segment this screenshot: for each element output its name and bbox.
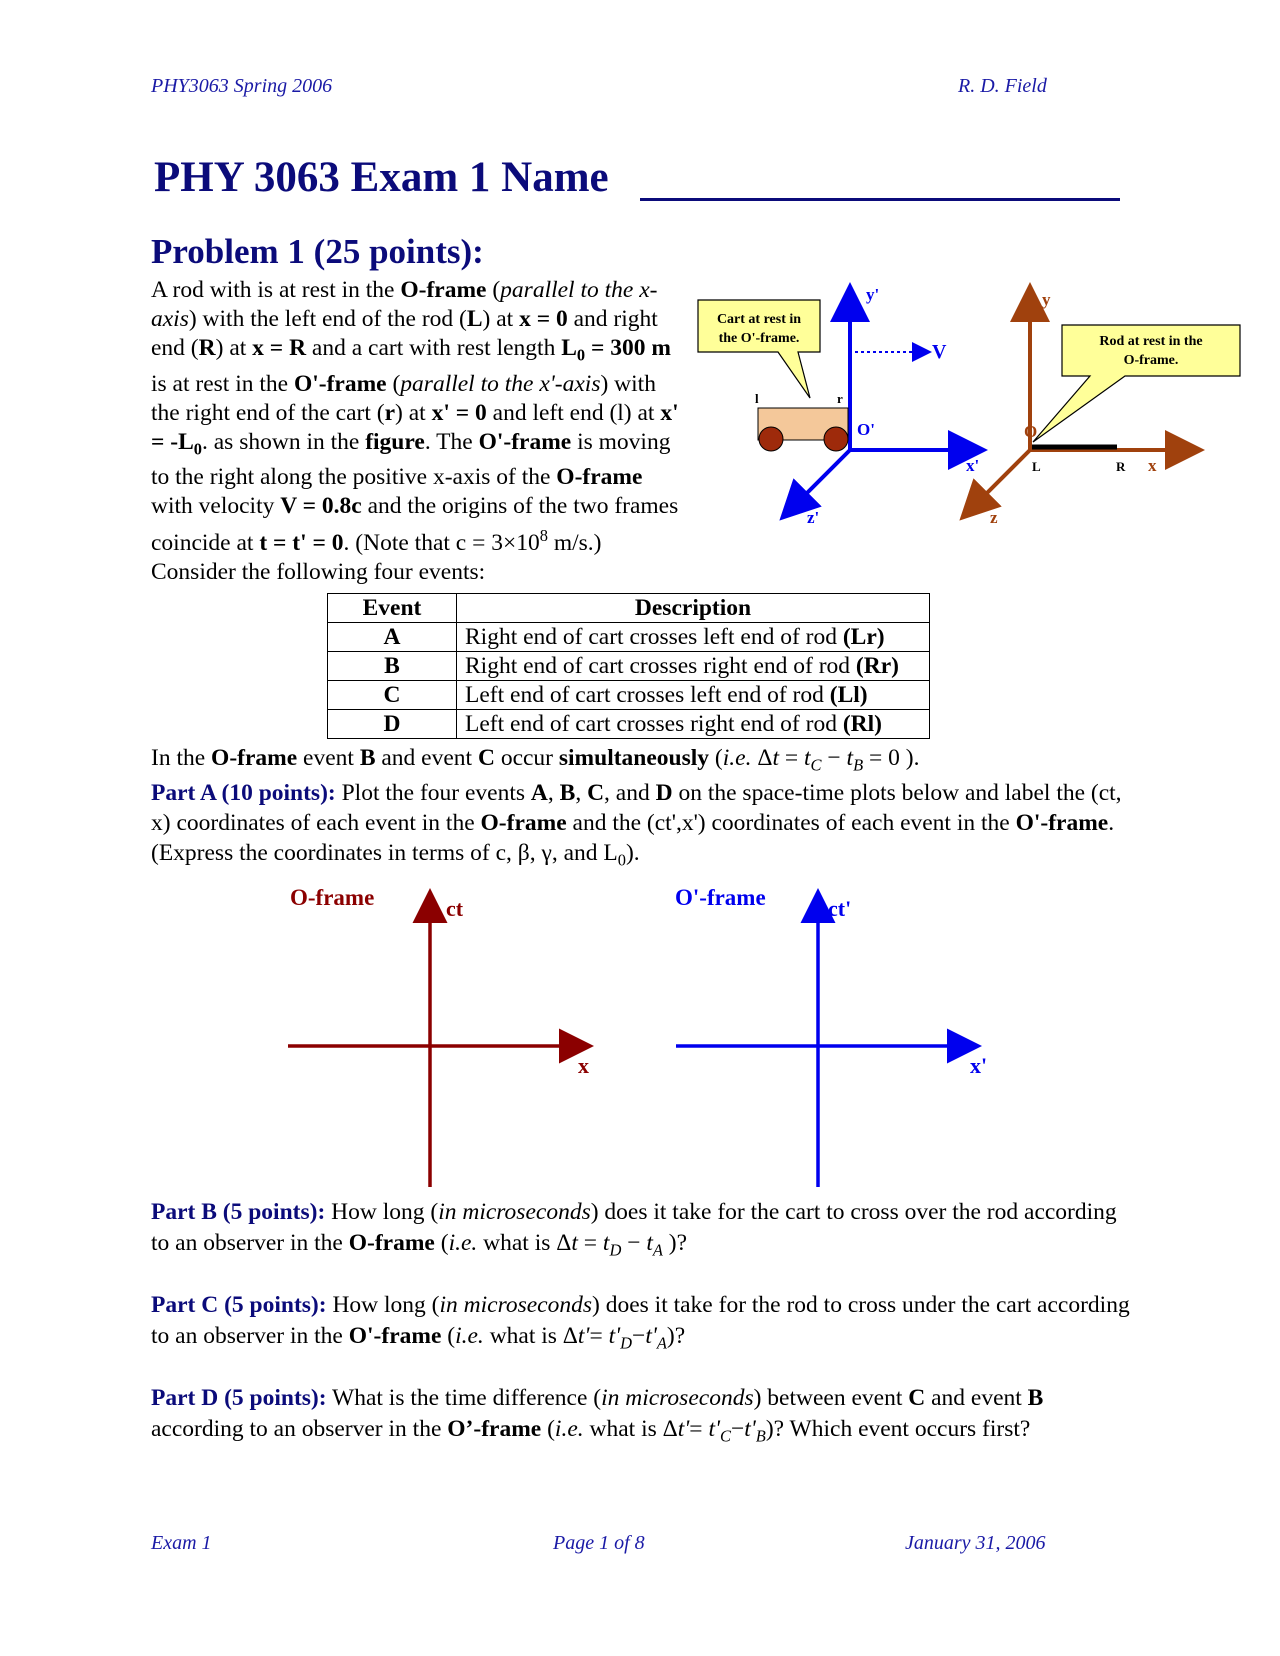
cart-wheel-left: [759, 427, 783, 451]
text-run: (: [441, 1323, 456, 1349]
event-description: [457, 652, 930, 681]
text-run: and the origins of the two frames coincide at: [151, 493, 679, 557]
text-run: C: [587, 780, 605, 806]
text-run: = 300 m: [590, 335, 671, 361]
label-v: V: [932, 341, 947, 363]
text-run: x = R: [252, 335, 307, 361]
part-label: Part C (5 points):: [151, 1292, 327, 1318]
text-run: what is Δ: [477, 1230, 572, 1256]
text-run: C: [720, 1426, 731, 1446]
text-run: t': [577, 1323, 590, 1349]
text-run: (: [541, 1416, 555, 1442]
cart-callout-line2: the O'-frame.: [718, 331, 800, 346]
text-run: . (Note that c = 3×10: [343, 530, 540, 557]
event-id: B: [328, 652, 457, 681]
text-run: . (Express the coordinates in terms of c, β, γ, and L: [151, 810, 1115, 866]
text-run: ) at: [215, 335, 253, 361]
text-run: V = 0.8c: [280, 493, 362, 520]
text-run: 8: [539, 526, 548, 546]
text-run: t: [571, 1230, 578, 1256]
text-run: simultaneously: [558, 745, 710, 771]
header-left: PHY3063 Spring 2006: [151, 75, 333, 97]
label-z: z: [990, 508, 998, 527]
text-run: =: [589, 1323, 609, 1349]
problem-intro: [151, 276, 681, 587]
text-run: =: [577, 1230, 603, 1256]
text-run: −: [632, 1323, 646, 1349]
label-L: L: [1032, 459, 1041, 474]
part-label: Part D (5 points):: [151, 1385, 327, 1411]
text-run: O'-frame: [1015, 810, 1109, 836]
text-run: O-frame: [348, 1230, 435, 1256]
text-run: D: [655, 780, 673, 806]
text-run: t: [804, 745, 811, 771]
label-z-prime: z': [807, 508, 820, 527]
text-run: parallel to the x'-axis: [400, 370, 601, 397]
table-row: [328, 652, 930, 681]
text-run: t = t' = 0: [259, 530, 344, 557]
table-row: [328, 710, 930, 739]
table-header-event: Event: [328, 594, 457, 623]
text-run: C: [908, 1385, 926, 1411]
text-run: O'-frame: [478, 428, 572, 455]
o-prime-frame-plot: [675, 885, 987, 1187]
text-run: ) does it take for the cart to cross over the rod according to an observer in the: [151, 1199, 1117, 1256]
text-run: . as shown in the: [202, 428, 366, 455]
text-run: and a cart with rest length: [306, 335, 562, 361]
text-run: in microseconds: [439, 1292, 593, 1318]
text-run: t': [708, 1416, 720, 1442]
text-run: t: [646, 1230, 653, 1256]
part-a: [151, 778, 1131, 876]
text-run: =: [689, 1416, 709, 1442]
o-prime-frame-ct-label: ct': [828, 896, 852, 921]
text-run: is at rest in the: [151, 370, 294, 397]
text-run: Δ: [751, 745, 773, 771]
text-run: and event: [925, 1385, 1028, 1411]
text-run: x = 0: [519, 306, 568, 332]
event-desc-text: Right end of cart crosses left end of rod: [465, 623, 843, 650]
text-run: A rod with is at rest in the: [151, 277, 401, 303]
text-run: i.e.: [554, 1416, 584, 1442]
text-run: )? Which event occurs first?: [765, 1416, 1031, 1442]
frames-figure: [680, 280, 1250, 540]
text-run: and right end (: [151, 306, 658, 361]
text-run: occur: [494, 745, 559, 771]
event-desc-text: Left end of cart crosses right end of rod: [465, 710, 843, 737]
text-run: on the space-time plots below and label the (ct, x) coordinates of each event in the: [151, 780, 1122, 836]
label-r-cart: r: [837, 391, 843, 406]
text-run: ) at: [482, 306, 520, 332]
text-run: i.e.: [448, 1230, 478, 1256]
footer-right: January 31, 2006: [905, 1532, 1046, 1554]
text-run: O-frame: [400, 277, 487, 303]
text-run: , and: [604, 780, 656, 806]
text-run: A: [656, 1333, 667, 1353]
text-run: O'-frame: [348, 1323, 442, 1349]
event-id: D: [328, 710, 457, 739]
text-run: = 0 ).: [863, 745, 920, 771]
table-header-description: Description: [457, 594, 930, 623]
text-run: )?: [662, 1230, 688, 1256]
event-tag: (Rl): [842, 710, 882, 737]
page-title: [154, 153, 609, 202]
text-run: L: [561, 335, 577, 361]
text-run: ) at: [395, 399, 432, 426]
table-header-row: [328, 594, 930, 623]
header-right: R. D. Field: [958, 75, 1047, 97]
label-o-prime: O': [857, 420, 875, 439]
o-prime-frame-plot-title: O'-frame: [675, 885, 766, 910]
text-run: ) between event: [753, 1385, 909, 1411]
text-run: ) does it take for the rod to cross under the cart according to an observer in the: [151, 1292, 1130, 1349]
part-d: [151, 1383, 1131, 1452]
table-row: [328, 681, 930, 710]
text-run: ).: [625, 840, 640, 866]
page-title-text: PHY 3063 Exam 1 Name: [154, 154, 609, 201]
name-blank-line: [640, 198, 1120, 201]
text-run: C: [810, 755, 822, 775]
text-run: A: [530, 780, 548, 806]
text-run: is moving to the right along the positive x-axis of the: [151, 428, 671, 491]
text-run: O’-frame: [447, 1416, 542, 1442]
label-o: O: [1024, 422, 1038, 441]
text-run: with velocity: [151, 493, 281, 520]
text-run: In the: [151, 745, 212, 771]
table-row: [328, 623, 930, 652]
text-run: How long (: [326, 1292, 440, 1318]
text-run: O-frame: [556, 464, 643, 491]
text-run: (: [709, 745, 723, 771]
label-R: R: [1116, 459, 1126, 474]
label-y-prime: y': [866, 285, 880, 304]
event-description: [457, 623, 930, 652]
text-run: (: [434, 1230, 449, 1256]
label-x: x: [1148, 456, 1157, 475]
event-tag: (Ll): [829, 681, 868, 708]
text-run: O-frame: [211, 745, 298, 771]
text-run: t': [677, 1416, 690, 1442]
text-run: what is Δ: [583, 1416, 678, 1442]
text-run: 0: [576, 345, 586, 365]
text-run: figure: [365, 428, 425, 455]
event-tag: (Lr): [842, 623, 885, 650]
text-run: x' = -L: [151, 399, 679, 455]
text-run: and the (ct',x') coordinates of each event in the: [566, 810, 1016, 836]
text-run: ,: [547, 780, 560, 806]
text-run: (: [486, 277, 501, 303]
text-run: (: [386, 370, 401, 397]
text-run: B: [755, 1426, 766, 1446]
event-tag: (Rr): [855, 652, 899, 679]
text-run: t': [608, 1323, 621, 1349]
part-b: [151, 1197, 1131, 1266]
text-run: ,: [575, 780, 588, 806]
text-run: i.e.: [455, 1323, 484, 1349]
text-run: event: [297, 745, 360, 771]
text-run: B: [1027, 1385, 1044, 1411]
text-run: according to an observer in the: [151, 1416, 448, 1442]
o-frame-plot: [288, 885, 589, 1187]
o-frame-plot-title: O-frame: [290, 885, 375, 910]
o-prime-frame-x-label: x': [970, 1053, 988, 1078]
z-prime-axis: [785, 450, 850, 515]
rod-callout-line2: O-frame.: [1123, 353, 1179, 368]
events-table: [327, 593, 930, 739]
cart-callout: [698, 300, 820, 398]
text-run: D: [620, 1333, 633, 1353]
event-desc-text: Right end of cart crosses right end of rod: [465, 652, 856, 679]
text-run: ) with the right end of the cart (: [151, 370, 656, 426]
part-label: Part A (10 points):: [151, 780, 336, 806]
text-run: O'-frame: [293, 370, 387, 397]
text-run: B: [853, 755, 864, 775]
label-y: y: [1042, 290, 1051, 309]
text-run: t: [602, 1230, 610, 1256]
text-run: L: [466, 306, 483, 332]
text-run: parallel to the x-axis: [151, 277, 658, 332]
cart-wheel-right: [824, 427, 848, 451]
text-run: B: [359, 745, 376, 771]
event-id: C: [328, 681, 457, 710]
rod-callout: [1033, 325, 1240, 442]
text-run: what is Δ: [483, 1323, 578, 1349]
text-run: −: [621, 1230, 647, 1256]
text-run: t': [744, 1416, 756, 1442]
text-run: B: [559, 780, 576, 806]
text-run: t: [772, 745, 779, 771]
text-run: −: [730, 1416, 745, 1442]
text-run: ) with the left end of the rod (: [188, 306, 467, 332]
simultaneous-statement: [151, 744, 919, 780]
label-x-prime: x': [966, 456, 980, 475]
problem-title: Problem 1 (25 points):: [151, 232, 484, 271]
text-run: 0: [193, 439, 202, 459]
text-run: A: [652, 1240, 663, 1260]
o-frame-x-label: x: [578, 1053, 589, 1078]
text-run: What is the time difference (: [326, 1385, 602, 1411]
text-run: How long (: [325, 1199, 439, 1225]
o-frame-ct-label: ct: [446, 896, 464, 921]
rod-callout-line1: Rod at rest in the: [1099, 334, 1203, 349]
text-run: D: [609, 1240, 622, 1260]
text-run: and left end (l) at: [486, 399, 661, 426]
event-desc-text: Left end of cart crosses left end of rod: [465, 681, 830, 708]
event-id: A: [328, 623, 457, 652]
cart-callout-line1: Cart at rest in: [716, 312, 802, 327]
text-run: . The: [424, 428, 479, 455]
text-run: x' = 0: [431, 399, 487, 426]
text-run: R: [198, 335, 216, 361]
text-run: Plot the four events: [335, 780, 531, 806]
event-description: [457, 710, 930, 739]
text-run: i.e.: [722, 745, 752, 771]
label-l-cart: l: [755, 391, 759, 406]
footer-left: Exam 1: [151, 1532, 212, 1554]
text-run: 0: [617, 850, 626, 870]
text-run: in microseconds: [438, 1199, 591, 1225]
spacetime-plots: [280, 880, 1020, 1200]
text-run: in microseconds: [601, 1385, 754, 1411]
part-c: [151, 1290, 1131, 1359]
part-label: Part B (5 points):: [151, 1199, 326, 1225]
text-run: −: [821, 745, 847, 771]
text-run: C: [477, 745, 495, 771]
text-run: t': [645, 1323, 657, 1349]
text-run: =: [779, 745, 805, 771]
event-description: [457, 681, 930, 710]
footer-center: Page 1 of 8: [553, 1532, 645, 1554]
text-run: and event: [375, 745, 478, 771]
text-run: t: [846, 745, 854, 771]
text-run: m/s.) Consider the following four events:: [151, 530, 602, 586]
text-run: O-frame: [480, 810, 567, 836]
text-run: r: [384, 399, 396, 426]
text-run: )?: [666, 1323, 686, 1349]
